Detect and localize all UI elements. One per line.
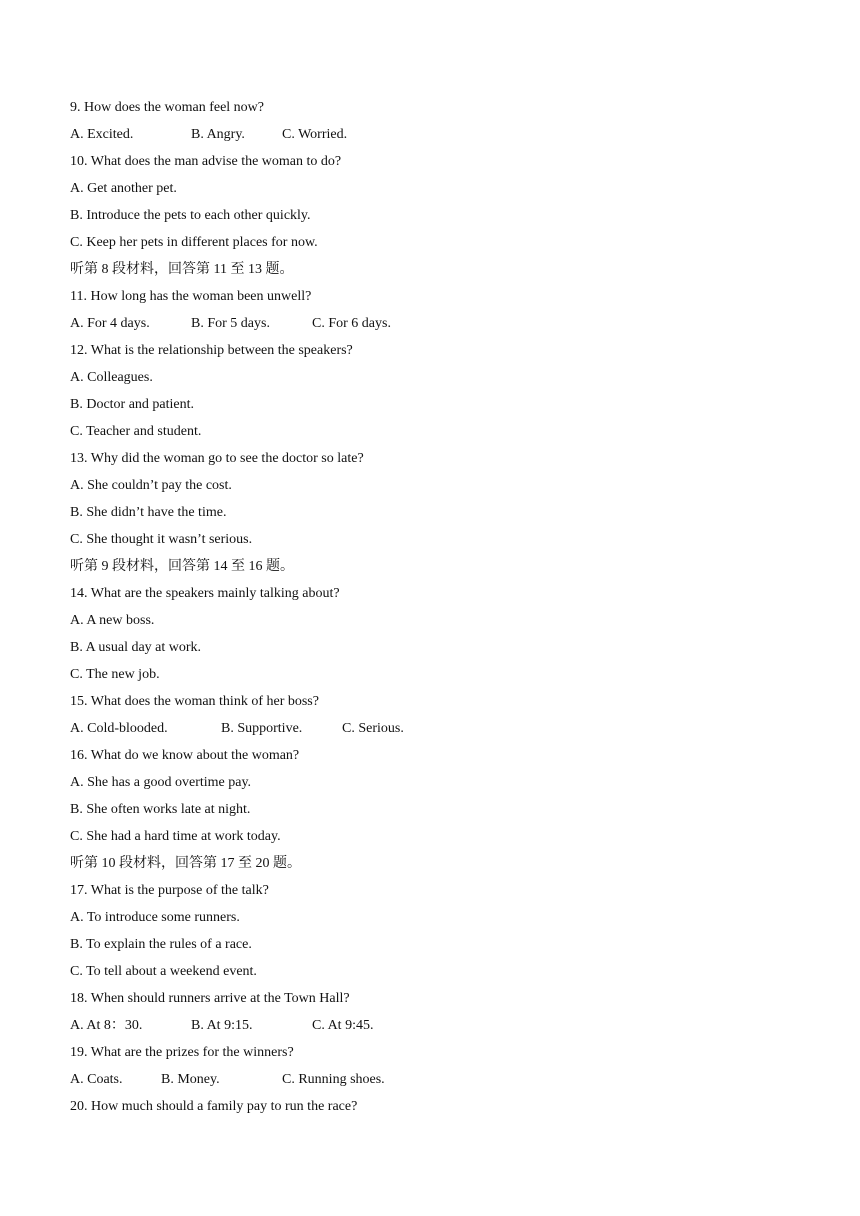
option-b: B. For 5 days. — [191, 316, 270, 331]
option-a: A. Coats. — [70, 1072, 123, 1087]
option-line: C. Keep her pets in different places for now. — [70, 235, 318, 250]
option-c: C. Worried. — [282, 127, 348, 142]
question-line: 20. How much should a family pay to run the race? — [70, 1099, 358, 1114]
question-line: 17. What is the purpose of the talk? — [70, 883, 269, 898]
options-line — [70, 1012, 790, 1039]
question-line: 12. What is the relationship between the speakers? — [70, 343, 353, 358]
option-line: C. Teacher and student. — [70, 424, 202, 439]
question-line: 9. How does the woman feel now? — [70, 100, 265, 115]
options-line — [70, 121, 790, 148]
option-c: C. Running shoes. — [282, 1072, 385, 1087]
option-line: A. Get another pet. — [70, 181, 177, 196]
options-line — [70, 310, 790, 337]
options-line — [70, 1066, 790, 1093]
option-line: B. She didn’t have the time. — [70, 505, 227, 520]
option-line: A. A new boss. — [70, 613, 155, 628]
option-a: A. Cold-blooded. — [70, 721, 168, 736]
question-line: 16. What do we know about the woman? — [70, 748, 300, 763]
option-line: A. She has a good overtime pay. — [70, 775, 252, 790]
question-line: 19. What are the prizes for the winners? — [70, 1045, 294, 1060]
option-b: B. At 9:15. — [191, 1018, 253, 1033]
section-heading: 听第 9 段材料，回答第 14 至 16 题。 — [70, 559, 294, 574]
option-line: B. To explain the rules of a race. — [70, 937, 252, 952]
question-line: 15. What does the woman think of her boss? — [70, 694, 319, 709]
question-line: 18. When should runners arrive at the Town Hall? — [70, 991, 350, 1006]
option-c: C. Serious. — [342, 721, 404, 736]
options-line — [70, 715, 790, 742]
option-c: C. At 9:45. — [312, 1018, 374, 1033]
option-line: B. A usual day at work. — [70, 640, 202, 655]
question-line: 13. Why did the woman go to see the doctor so late? — [70, 451, 364, 466]
option-line: B. She often works late at night. — [70, 802, 251, 817]
section-heading: 听第 10 段材料，回答第 17 至 20 题。 — [70, 856, 301, 871]
option-line: C. The new job. — [70, 667, 160, 682]
option-c: C. For 6 days. — [312, 316, 391, 331]
option-line: C. To tell about a weekend event. — [70, 964, 257, 979]
question-line: 10. What does the man advise the woman to do? — [70, 154, 342, 169]
option-line: A. She couldn’t pay the cost. — [70, 478, 232, 493]
option-b: B. Money. — [161, 1072, 220, 1087]
option-b: B. Supportive. — [221, 721, 303, 736]
option-b: B. Angry. — [191, 127, 245, 142]
option-line: C. She thought it wasn’t serious. — [70, 532, 253, 547]
document-page — [70, 94, 790, 1120]
option-line: B. Introduce the pets to each other quickly. — [70, 208, 311, 223]
option-line: A. To introduce some runners. — [70, 910, 240, 925]
question-line: 11. How long has the woman been unwell? — [70, 289, 312, 304]
question-line: 14. What are the speakers mainly talking about? — [70, 586, 340, 601]
option-a: A. Excited. — [70, 127, 134, 142]
option-line: A. Colleagues. — [70, 370, 153, 385]
option-a: A. At 8：30. — [70, 1018, 143, 1033]
option-line: B. Doctor and patient. — [70, 397, 195, 412]
option-a: A. For 4 days. — [70, 316, 150, 331]
option-line: C. She had a hard time at work today. — [70, 829, 281, 844]
section-heading: 听第 8 段材料，回答第 11 至 13 题。 — [70, 262, 294, 277]
